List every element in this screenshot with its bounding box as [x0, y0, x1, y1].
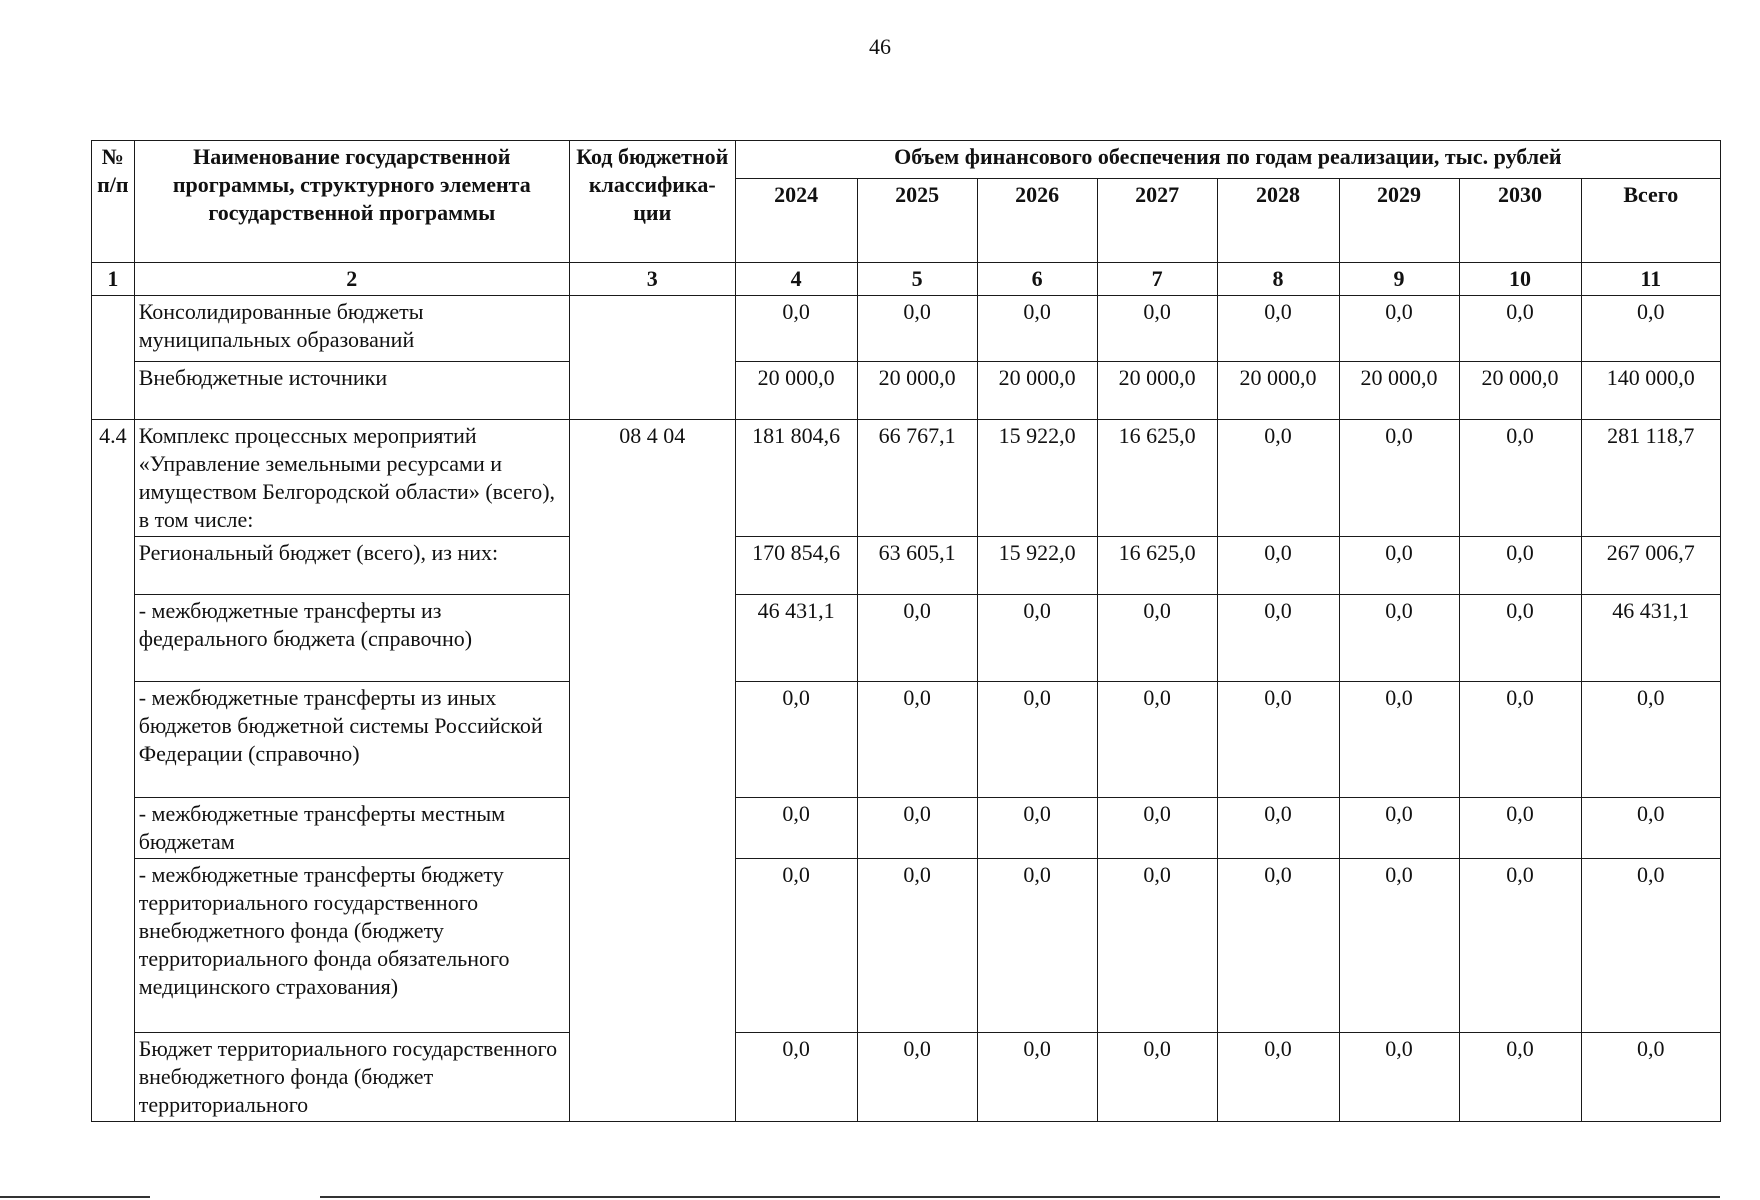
header-code: Код бюджетной классифика-ции: [569, 141, 735, 263]
value-cell: 140 000,0: [1581, 362, 1720, 420]
row-name: - межбюджетные трансферты бюджету территориального государственного внебюджетного фонда (бюджету территориального фонда обязательного медицинского страхования): [134, 859, 569, 1033]
value-cell: 0,0: [857, 682, 977, 798]
row-name: Консолидированные бюджеты муниципальных образований: [134, 296, 569, 362]
value-cell: 281 118,7: [1581, 420, 1720, 537]
table-row: [92, 1033, 1721, 1122]
column-number: 5: [857, 263, 977, 296]
value-cell: 0,0: [1339, 595, 1459, 682]
value-cell: 0,0: [1581, 798, 1720, 859]
value-cell: 0,0: [1339, 420, 1459, 537]
value-cell: 0,0: [1339, 798, 1459, 859]
value-cell: 181 804,6: [735, 420, 857, 537]
table-row: [92, 798, 1721, 859]
value-cell: 0,0: [1581, 1033, 1720, 1122]
header-year: 2030: [1459, 179, 1581, 263]
column-number: 7: [1097, 263, 1217, 296]
value-cell: 0,0: [1459, 296, 1581, 362]
row-name: Комплекс процессных мероприятий «Управление земельными ресурсами и имуществом Белгородской области» (всего), в том числе:: [134, 420, 569, 537]
column-number: 6: [977, 263, 1097, 296]
value-cell: 0,0: [1459, 798, 1581, 859]
header-total: Всего: [1581, 179, 1720, 263]
value-cell: 0,0: [735, 859, 857, 1033]
value-cell: 0,0: [1097, 595, 1217, 682]
value-cell: 20 000,0: [735, 362, 857, 420]
value-cell: 0,0: [735, 798, 857, 859]
column-number: 3: [569, 263, 735, 296]
row-name: - межбюджетные трансферты из федерального бюджета (справочно): [134, 595, 569, 682]
row-name: Региональный бюджет (всего), из них:: [134, 537, 569, 595]
value-cell: 0,0: [1339, 1033, 1459, 1122]
value-cell: 0,0: [1217, 296, 1339, 362]
column-number: 9: [1339, 263, 1459, 296]
value-cell: 0,0: [1097, 859, 1217, 1033]
column-number: 10: [1459, 263, 1581, 296]
header-name: Наименование государственной программы, структурного элемента государственной программы: [134, 141, 569, 263]
value-cell: 0,0: [1097, 682, 1217, 798]
value-cell: 46 431,1: [735, 595, 857, 682]
value-cell: 0,0: [1217, 1033, 1339, 1122]
value-cell: 20 000,0: [1339, 362, 1459, 420]
row-name: Бюджет территориального государственного внебюджетного фонда (бюджет территориального: [134, 1033, 569, 1122]
budget-table: [91, 140, 1721, 1122]
row-name: - межбюджетные трансферты из иных бюджетов бюджетной системы Российской Федерации (справочно): [134, 682, 569, 798]
value-cell: 20 000,0: [1097, 362, 1217, 420]
header-year: 2025: [857, 179, 977, 263]
value-cell: 20 000,0: [857, 362, 977, 420]
value-cell: 0,0: [1217, 859, 1339, 1033]
value-cell: 63 605,1: [857, 537, 977, 595]
row-name: Внебюджетные источники: [134, 362, 569, 420]
value-cell: 0,0: [1217, 537, 1339, 595]
value-cell: 0,0: [735, 682, 857, 798]
header-year: 2026: [977, 179, 1097, 263]
header-volume: Объем финансового обеспечения по годам реализации, тыс. рублей: [735, 141, 1720, 179]
value-cell: 0,0: [1217, 595, 1339, 682]
table-row: [92, 859, 1721, 1033]
scan-edge-line: [320, 1196, 1720, 1198]
table-row: [92, 296, 1721, 362]
value-cell: 0,0: [1459, 595, 1581, 682]
value-cell: 0,0: [1581, 296, 1720, 362]
value-cell: 0,0: [857, 595, 977, 682]
value-cell: 0,0: [1459, 1033, 1581, 1122]
value-cell: 170 854,6: [735, 537, 857, 595]
value-cell: 0,0: [1459, 537, 1581, 595]
value-cell: 0,0: [977, 859, 1097, 1033]
value-cell: 20 000,0: [1459, 362, 1581, 420]
index-cell-empty: [92, 296, 135, 420]
table-row: [92, 537, 1721, 595]
column-number: 8: [1217, 263, 1339, 296]
value-cell: 16 625,0: [1097, 537, 1217, 595]
value-cell: 0,0: [1459, 420, 1581, 537]
value-cell: 0,0: [857, 859, 977, 1033]
value-cell: 0,0: [1581, 859, 1720, 1033]
value-cell: 0,0: [977, 595, 1097, 682]
code-cell-empty: [569, 296, 735, 420]
value-cell: 0,0: [735, 296, 857, 362]
value-cell: 267 006,7: [1581, 537, 1720, 595]
value-cell: 0,0: [857, 798, 977, 859]
value-cell: 0,0: [1339, 859, 1459, 1033]
value-cell: 15 922,0: [977, 537, 1097, 595]
value-cell: 0,0: [1097, 798, 1217, 859]
value-cell: 0,0: [1217, 798, 1339, 859]
column-number: 11: [1581, 263, 1720, 296]
table-row: [92, 420, 1721, 537]
table-row: [92, 682, 1721, 798]
value-cell: 0,0: [1097, 1033, 1217, 1122]
value-cell: 0,0: [1097, 296, 1217, 362]
value-cell: 0,0: [857, 1033, 977, 1122]
column-number: 2: [134, 263, 569, 296]
value-cell: 0,0: [1339, 537, 1459, 595]
value-cell: 15 922,0: [977, 420, 1097, 537]
header-year: 2029: [1339, 179, 1459, 263]
header-num: № п/п: [92, 141, 135, 263]
column-number: 4: [735, 263, 857, 296]
value-cell: 0,0: [1217, 420, 1339, 537]
value-cell: 0,0: [1217, 682, 1339, 798]
value-cell: 0,0: [977, 798, 1097, 859]
value-cell: 20 000,0: [977, 362, 1097, 420]
value-cell: 46 431,1: [1581, 595, 1720, 682]
header-year: 2024: [735, 179, 857, 263]
value-cell: 0,0: [977, 682, 1097, 798]
header-year: 2027: [1097, 179, 1217, 263]
table-row: [92, 362, 1721, 420]
value-cell: 20 000,0: [1217, 362, 1339, 420]
section-code: 08 4 04: [569, 420, 735, 1122]
value-cell: 66 767,1: [857, 420, 977, 537]
header-year: 2028: [1217, 179, 1339, 263]
section-index: 4.4: [92, 420, 135, 1122]
page-number: 46: [869, 34, 891, 59]
table-row: [92, 595, 1721, 682]
value-cell: 0,0: [857, 296, 977, 362]
value-cell: 0,0: [1459, 682, 1581, 798]
row-name: - межбюджетные трансферты местным бюджетам: [134, 798, 569, 859]
value-cell: 0,0: [1339, 682, 1459, 798]
value-cell: 0,0: [735, 1033, 857, 1122]
value-cell: 16 625,0: [1097, 420, 1217, 537]
column-number: 1: [92, 263, 135, 296]
value-cell: 0,0: [977, 296, 1097, 362]
value-cell: 0,0: [1459, 859, 1581, 1033]
value-cell: 0,0: [977, 1033, 1097, 1122]
value-cell: 0,0: [1581, 682, 1720, 798]
value-cell: 0,0: [1339, 296, 1459, 362]
scan-edge-line: [0, 1196, 150, 1198]
